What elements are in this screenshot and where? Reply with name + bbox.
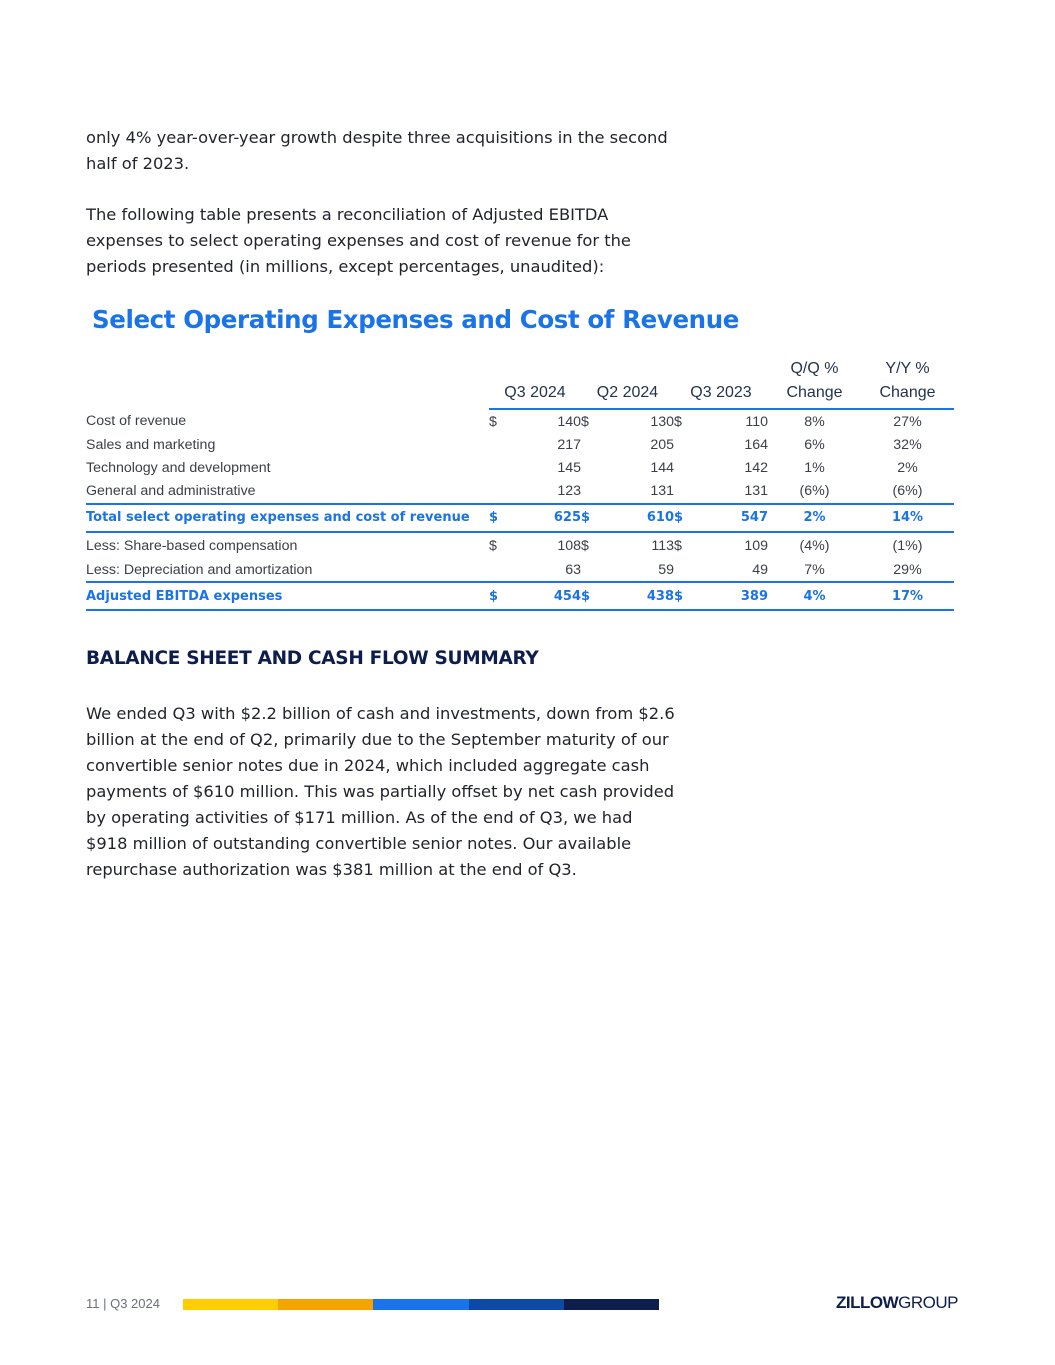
qq-change: 2%	[768, 504, 861, 532]
header-yy-top: Y/Y %	[885, 360, 930, 377]
yy-change: (6%)	[892, 483, 923, 500]
row-label: Sales and marketing	[86, 436, 216, 453]
footer-color-bar	[183, 1299, 659, 1310]
table-row	[86, 558, 954, 582]
color-segment	[469, 1299, 564, 1310]
operating-expenses-table	[86, 350, 954, 611]
qq-change: 6%	[804, 436, 825, 453]
currency-symbol: $	[581, 538, 589, 555]
currency-symbol	[674, 480, 702, 504]
table-row	[86, 409, 954, 433]
table-row	[86, 433, 954, 456]
qq-change: (6%)	[799, 483, 830, 500]
value-q3-2023: 164	[744, 436, 768, 453]
table-row	[86, 532, 954, 558]
value-q2-2024: 130	[650, 413, 674, 430]
currency-symbol: $	[674, 582, 702, 610]
currency-symbol	[674, 456, 702, 479]
value-q2-2024: 113	[651, 538, 674, 555]
value-q3-2024: 140	[557, 413, 581, 430]
qq-change: (4%)	[799, 538, 830, 555]
header-yy-bottom: Change	[861, 378, 954, 409]
section-heading: BALANCE SHEET AND CASH FLOW SUMMARY	[86, 648, 539, 669]
qq-change: 1%	[804, 459, 825, 476]
currency-symbol: $	[581, 504, 609, 532]
table-title: Select Operating Expenses and Cost of Revenue	[92, 305, 739, 334]
header-qq-bottom: Change	[768, 378, 861, 409]
value-q3-2024: 108	[557, 538, 581, 555]
currency-symbol	[674, 558, 702, 582]
header-q3-2023: Q3 2023	[674, 378, 768, 409]
zillow-group-logo	[836, 1293, 958, 1313]
currency-symbol	[489, 433, 517, 456]
currency-symbol: $	[674, 504, 702, 532]
header-qq-top: Q/Q %	[790, 360, 839, 377]
color-segment	[278, 1299, 373, 1310]
currency-symbol: $	[581, 413, 589, 430]
value-q3-2024: 217	[557, 436, 581, 453]
currency-symbol	[581, 558, 609, 582]
yy-change: 27%	[893, 413, 922, 430]
qq-change: 4%	[768, 582, 861, 610]
yy-change: 32%	[893, 436, 922, 453]
value-q3-2024: 63	[565, 561, 581, 578]
balance-sheet-paragraph: We ended Q3 with $2.2 billion of cash and investments, down from $2.6 billion at the end of Q2, primarily due to the September maturity of our convertible senior notes due in 2024, which included aggregate cash payments of $610 million. This was partially offset by net cash provided by operating activities of $171 million. As of the end of Q3, we had $918 million of outstanding convertible senior notes. Our available repurchase authorization was $381 million at the end of Q3.	[86, 704, 675, 879]
logo-bold-text: ZILLOW	[836, 1293, 899, 1312]
currency-symbol: $	[489, 413, 497, 430]
currency-symbol	[581, 456, 609, 479]
row-label: Cost of revenue	[86, 413, 187, 430]
row-label: Less: Depreciation and amortization	[86, 561, 313, 578]
header-q2-2024: Q2 2024	[581, 378, 674, 409]
currency-symbol	[489, 558, 517, 582]
yy-change: (1%)	[892, 538, 923, 555]
page-number: 11 | Q3 2024	[86, 1296, 160, 1311]
currency-symbol: $	[674, 413, 682, 430]
table-row	[86, 456, 954, 479]
qq-change: 7%	[804, 561, 825, 578]
value-q2-2024: 59	[658, 561, 674, 578]
yy-change: 17%	[861, 582, 954, 610]
value-q3-2023: 109	[744, 538, 768, 555]
row-label: Technology and development	[86, 459, 271, 476]
row-label: Total select operating expenses and cost of revenue	[86, 504, 489, 532]
value-q3-2024: 454	[517, 582, 581, 610]
currency-symbol	[581, 433, 609, 456]
value-q2-2024: 610	[609, 504, 674, 532]
currency-symbol: $	[489, 504, 517, 532]
value-q3-2023: 389	[702, 582, 768, 610]
adjusted-ebitda-row	[86, 582, 954, 610]
value-q3-2023: 110	[745, 413, 768, 430]
value-q3-2024: 625	[517, 504, 581, 532]
total-row	[86, 504, 954, 532]
currency-symbol: $	[489, 582, 517, 610]
value-q3-2023: 547	[702, 504, 768, 532]
intro-paragraph: only 4% year-over-year growth despite three acquisitions in the second half of 2023.	[86, 128, 668, 173]
currency-symbol: $	[489, 538, 497, 555]
value-q2-2024: 438	[609, 582, 674, 610]
qq-change: 8%	[804, 413, 825, 430]
logo-regular-text: GROUP	[898, 1293, 958, 1312]
value-q3-2024: 123	[557, 483, 581, 500]
currency-symbol: $	[674, 538, 682, 555]
value-q3-2023: 131	[744, 483, 768, 500]
yy-change: 2%	[897, 459, 918, 476]
yy-change: 29%	[893, 561, 922, 578]
value-q3-2023: 49	[752, 561, 768, 578]
currency-symbol	[489, 456, 517, 479]
yy-change: 14%	[861, 504, 954, 532]
table-intro-paragraph: The following table presents a reconciliation of Adjusted EBITDA expenses to select operating expenses and cost of revenue for the periods presented (in millions, except percentages, unaudited):	[86, 205, 631, 276]
currency-symbol: $	[581, 582, 609, 610]
color-segment	[373, 1299, 468, 1310]
row-label: General and administrative	[86, 483, 256, 500]
value-q2-2024: 131	[650, 483, 674, 500]
currency-symbol	[581, 480, 609, 504]
value-q2-2024: 144	[650, 459, 674, 476]
currency-symbol	[674, 433, 702, 456]
value-q2-2024: 205	[650, 436, 674, 453]
value-q3-2024: 145	[557, 459, 581, 476]
color-segment	[564, 1299, 659, 1310]
table-row	[86, 480, 954, 504]
row-label: Adjusted EBITDA expenses	[86, 582, 489, 610]
value-q3-2023: 142	[744, 459, 768, 476]
row-label: Less: Share-based compensation	[86, 538, 298, 555]
header-q3-2024: Q3 2024	[489, 378, 581, 409]
color-segment	[183, 1299, 278, 1310]
currency-symbol	[489, 480, 517, 504]
